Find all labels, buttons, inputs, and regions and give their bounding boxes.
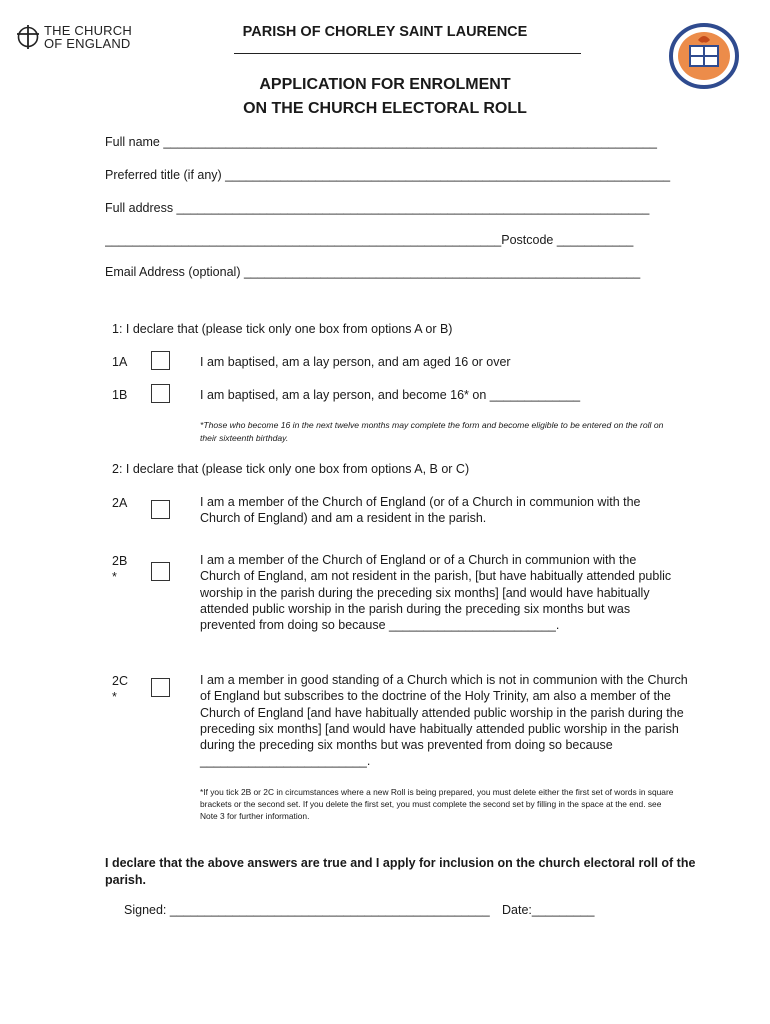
date-field[interactable]: Date:_________ [502, 903, 595, 917]
option-2b-text: I am a member of the Church of England or of a Church in communion with the Church of England, am not resident in the parish, [but have habitually attended public worship in the parish during the preceding six months] [and would have habitually attended public worship in the parish during the preceding six months but was prevented from doing so because ________________________. [200, 553, 672, 633]
section1-heading: 1: I declare that (please tick only one box from options A or B) [112, 322, 453, 336]
signature-field[interactable]: Signed: ______________________________________________ [124, 903, 490, 917]
section2-heading: 2: I declare that (please tick only one box from options A, B or C) [112, 462, 470, 476]
option-2a-text: I am a member of the Church of England (or of a Church in communion with the Church of England) and am a resident in the parish. [200, 495, 641, 526]
section1-note: *Those who become 16 in the next twelve months may complete the form and become eligible to be entered on the roll on their sixteenth birthday. [200, 420, 664, 443]
section2-note: *If you tick 2B or 2C in circumstances where a new Roll is being prepared, you must delete either the first set of words in square brackets or the second set. If you delete the first set, you must complete the second set by filling in the space at the end. see Note 3 for further information. [200, 787, 674, 821]
full-name-field[interactable]: Full name _______________________________________________________________________ [105, 135, 657, 149]
option-1a-text: I am baptised, am a lay person, and am aged 16 or over [200, 355, 511, 369]
option-2a-label: 2A [112, 496, 128, 510]
preferred-title-field[interactable]: Preferred title (if any) ________________________________________________________________ [105, 168, 671, 182]
option-1a-label: 1A [112, 355, 128, 369]
option-2c-label: 2C * [112, 674, 128, 704]
email-field[interactable]: Email Address (optional) _________________________________________________________ [105, 265, 641, 279]
full-address-field[interactable]: Full address ____________________________________________________________________ [105, 201, 650, 215]
logo-text-line1: THE CHURCH [44, 23, 132, 38]
declaration-statement: I declare that the above answers are true and I apply for inclusion on the church electoral roll of the parish. [105, 856, 696, 887]
option-1a-checkbox[interactable] [151, 351, 170, 370]
option-1b-text: I am baptised, am a lay person, and become 16* on _____________ [200, 388, 581, 402]
title-line1: APPLICATION FOR ENROLMENT [259, 76, 511, 93]
option-2b-label: 2B * [112, 554, 128, 584]
address-line2-postcode-field[interactable]: _________________________________________________________Postcode ___________ [105, 233, 634, 247]
form-title [0, 73, 770, 121]
title-line2: ON THE CHURCH ELECTORAL ROLL [243, 100, 527, 117]
option-2a-checkbox[interactable] [151, 500, 170, 519]
logo-text-line2: OF ENGLAND [44, 36, 131, 51]
option-1b-checkbox[interactable] [151, 384, 170, 403]
option-2b-checkbox[interactable] [151, 562, 170, 581]
option-2c-checkbox[interactable] [151, 678, 170, 697]
option-2c-text: I am a member in good standing of a Church which is not in communion with the Church of England but subscribes to the doctrine of the Holy Trinity, am also a member of the Church of England [and have habitually attended public worship in the parish during the preceding six months] [and would have habitually attended public worship in the parish during the preceding six months but was prevented from doing so because ________________________. [200, 673, 688, 769]
parish-name: PARISH OF CHORLEY SAINT LAURENCE [242, 24, 528, 40]
header-divider [234, 53, 581, 54]
option-1b-label: 1B [112, 388, 128, 402]
